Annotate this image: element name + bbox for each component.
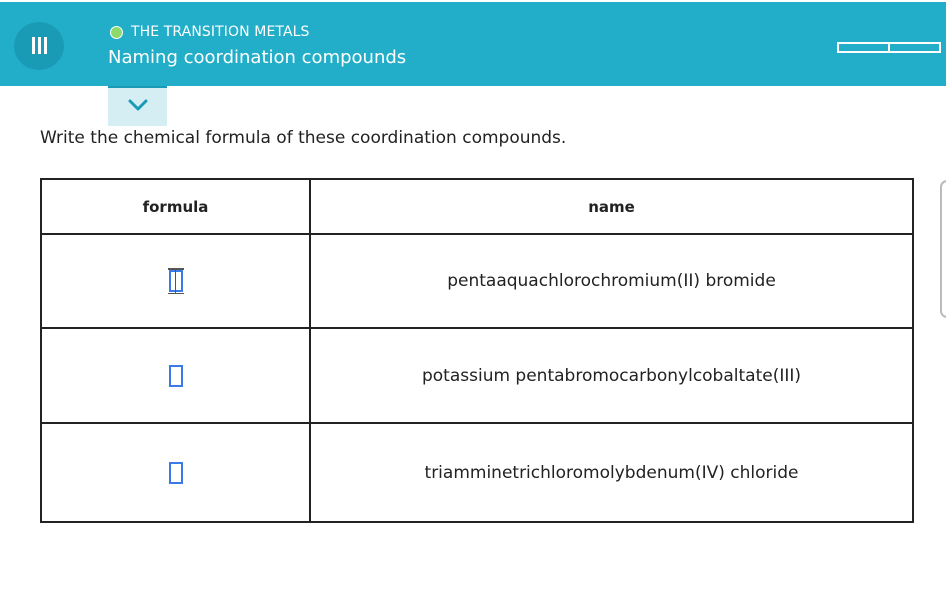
formula-column-header: formula <box>41 179 310 234</box>
compounds-table <box>40 178 914 523</box>
table-row <box>41 234 913 328</box>
table-header-row <box>41 179 913 234</box>
progress-indicator[interactable] <box>837 42 941 53</box>
side-panel-tab[interactable] <box>940 180 946 318</box>
table-row <box>41 328 913 423</box>
topic-row <box>110 24 310 40</box>
formula-cell <box>41 423 310 522</box>
formula-answer-input[interactable] <box>169 462 183 484</box>
collapse-toggle-button[interactable] <box>108 86 167 126</box>
page-title: Naming coordination compounds <box>108 47 407 68</box>
compound-name: triamminetrichloromolybdenum(IV) chloride <box>310 423 913 522</box>
chevron-down-icon <box>128 99 148 113</box>
table-row <box>41 423 913 522</box>
status-dot-icon <box>110 26 123 39</box>
topic-label: THE TRANSITION METALS <box>131 24 310 40</box>
compound-name: potassium pentabromocarbonylcobaltate(III) <box>310 328 913 423</box>
progress-segment <box>837 42 890 53</box>
formula-cell <box>41 328 310 423</box>
menu-button[interactable] <box>14 22 64 70</box>
formula-cell <box>41 234 310 328</box>
progress-segment <box>890 42 941 53</box>
top-bar <box>0 0 946 86</box>
formula-answer-input[interactable] <box>169 270 183 292</box>
instructions-text: Write the chemical formula of these coordination compounds. <box>40 128 567 148</box>
name-column-header: name <box>310 179 913 234</box>
formula-answer-input[interactable] <box>169 365 183 387</box>
compound-name: pentaaquachlorochromium(II) bromide <box>310 234 913 328</box>
